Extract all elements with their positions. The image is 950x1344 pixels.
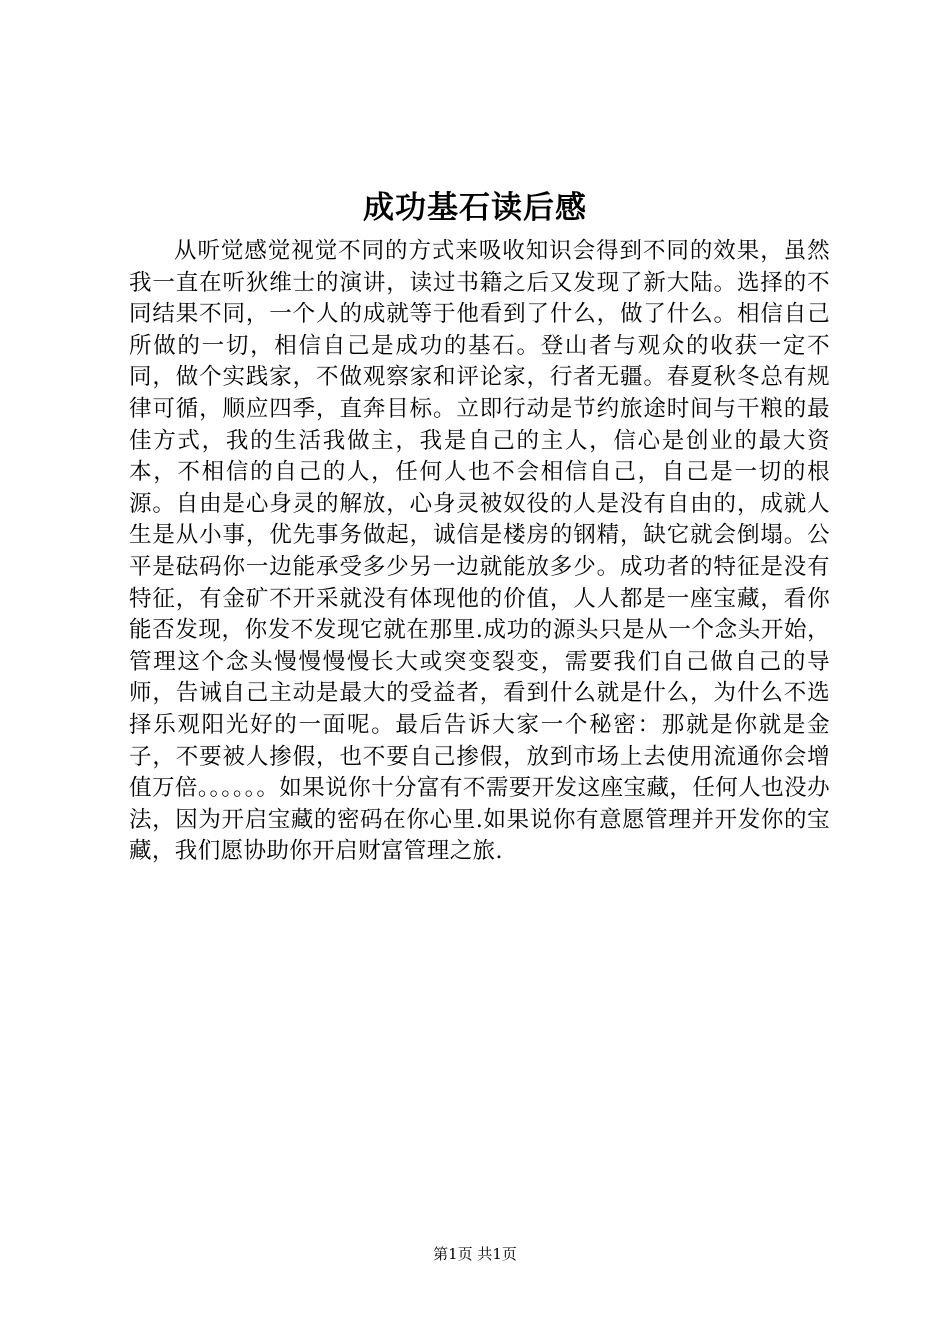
page-footer: 第1页 共1页 (433, 1245, 517, 1263)
document-title: 成功基石读后感 (363, 190, 587, 226)
document-body-paragraph: 从听觉感觉视觉不同的方式来吸收知识会得到不同的效果，虽然我一直在听狄维士的演讲，读过书籍之后又发现了新大陆。选择的不同结果不同，一个人的成就等于他看到了什么，做了什么。相信自己所做的一切，相信自己是成功的基石。登山者与观众的收获一定不同，做个实践家，不做观察家和评论家，行者无疆。春夏秋冬总有规律可循，顺应四季，直奔目标。立即行动是节约旅途时间与干粮的最佳方式，我的生活我做主，我是自己的主人，信心是创业的最大资本，不相信的自己的人，任何人也不会相信自己，自己是一切的根源。自由是心身灵的解放，心身灵被奴役的人是没有自由的，成就人生是从小事，优先事务做起，诚信是楼房的钢精，缺它就会倒塌。公平是砝码你一边能承受多少另一边就能放多少。成功者的特征是没有特征，有金矿不开采就没有体现他的价值，人人都是一座宝藏，看你能否发现，你发不发现它就在那里.成功的源头只是从一个念头开始，管理这个念头慢慢慢慢长大或突变裂变，需要我们自己做自己的导师，告诫自己主动是最大的受益者，看到什么就是什么，为什么不选择乐观阳光好的一面呢。最后告诉大家一个秘密：那就是你就是金子，不要被人掺假，也不要自己掺假，放到市场上去使用流通你会增值万倍。。。。。。如果说你十分富有不需要开发这座宝藏，任何人也没办法，因为开启宝藏的密码在你心里.如果说你有意愿管理并开发你的宝藏，我们愿协助你开启财富管理之旅. (129, 238, 830, 865)
